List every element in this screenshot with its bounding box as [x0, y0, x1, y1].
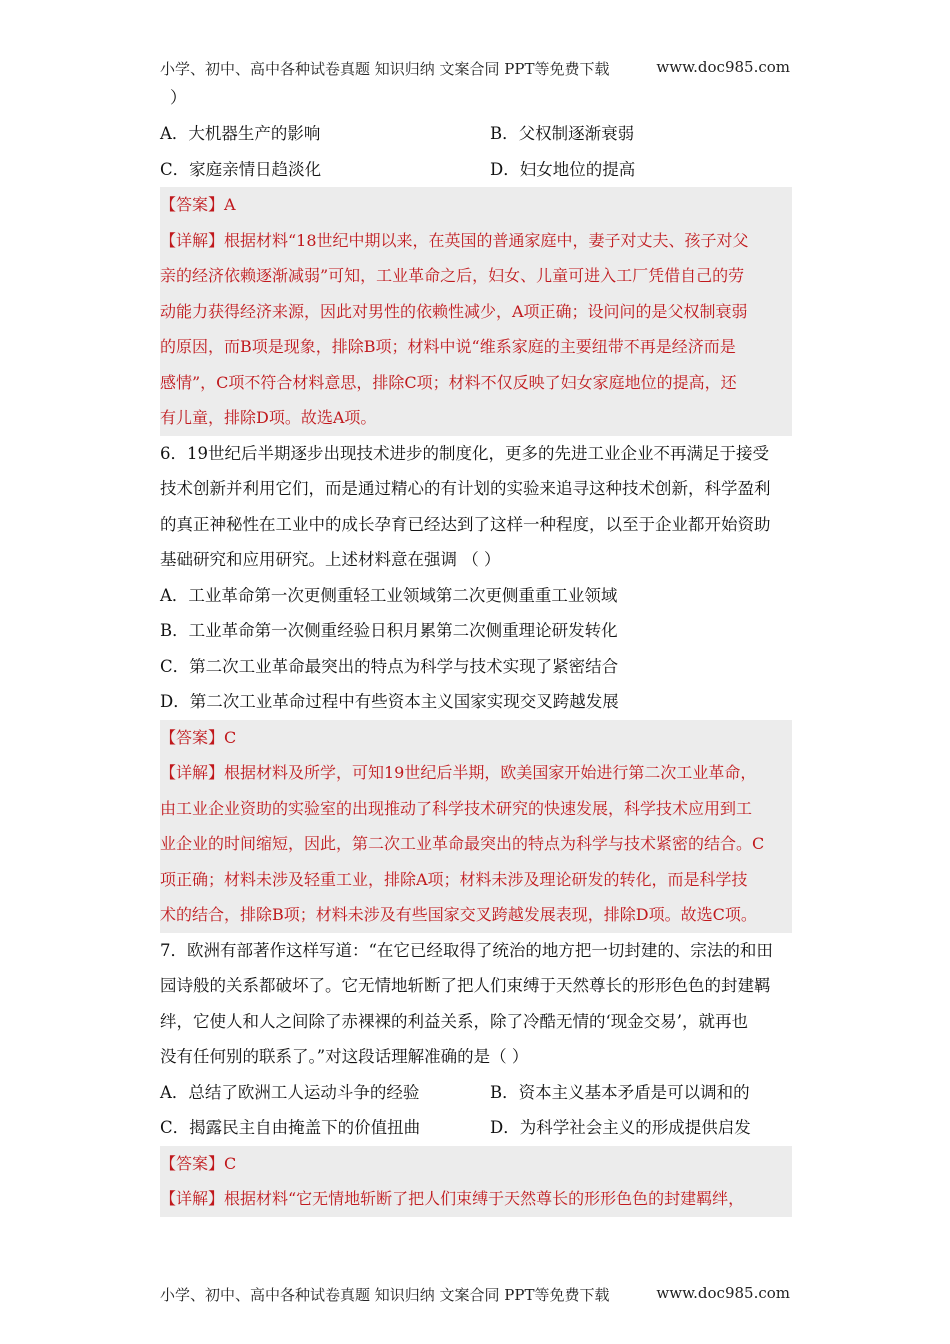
q5-options-row-1 — [160, 116, 792, 152]
q6-detail-line: 【详解】根据材料及所学，可知19世纪后半期，欧美国家开始进行第二次工业革命， — [160, 763, 757, 782]
q5-detail-line: 的原因，而B项是现象，排除B项；材料中说“维系家庭的主要纽带不再是经济而是 — [160, 337, 736, 356]
q5-answer: 【答案】A — [160, 195, 236, 214]
footer-url: www.doc985.com — [656, 1284, 790, 1302]
q6-option-c: C．第二次工业革命最突出的特点为科学与技术实现了紧密结合 — [160, 656, 619, 676]
q7-option-b: B．资本主义基本矛盾是可以调和的 — [490, 1082, 750, 1102]
q6-stem-line: 基础研究和应用研究。上述材料意在强调 （ ） — [160, 550, 501, 569]
page-footer — [160, 1284, 790, 1305]
q6-stem-line: 6．19世纪后半期逐步出现技术进步的制度化，更多的先进工业企业不再满足于接受 — [160, 443, 769, 463]
q7-stem-line: 7．欧洲有部著作这样写道：“在它已经取得了统治的地方把一切封建的、宗法的和田 — [160, 940, 773, 960]
q7-stem-line: 没有任何别的联系了。”对这段话理解准确的是（ ） — [160, 1047, 529, 1066]
q6-option-b: B．工业革命第一次侧重经验日积月累第二次侧重理论研发转化 — [160, 621, 618, 640]
q5-option-a: A．大机器生产的影响 — [160, 124, 321, 143]
q5-detail-line: 亲的经济依赖逐渐减弱”可知，工业革命之后，妇女、儿童可进入工厂凭借自己的劳 — [160, 266, 745, 285]
q6-answer: 【答案】C — [160, 727, 237, 747]
q6-detail-line: 术的结合，排除B项；材料未涉及有些国家交叉跨越发展表现，排除D项。故选C项。 — [160, 905, 757, 924]
q5-detail-line: 有儿童，排除D项。故选A项。 — [160, 408, 377, 427]
q6-detail-line: 项正确；材料未涉及轻重工业，排除A项；材料未涉及理论研发的转化，而是科学技 — [160, 869, 748, 889]
q5-detail-line: 感情”，C项不符合材料意思，排除C项；材料不仅反映了妇女家庭地位的提高，还 — [160, 372, 737, 392]
q5-detail-line: 动能力获得经济来源，因此对男性的依赖性减少，A项正确；设问问的是父权制衰弱 — [160, 301, 748, 321]
q7-answer-block — [160, 1146, 792, 1217]
q7-option-c: C．揭露民主自由掩盖下的价值扭曲 — [160, 1118, 421, 1137]
q5-option-d: D．妇女地位的提高 — [490, 159, 636, 179]
q6-detail-line: 业企业的时间缩短，因此，第二次工业革命最突出的特点为科学与技术紧密的结合。C — [160, 834, 765, 853]
q6-stem-line: 技术创新并利用它们，而是通过精心的有计划的实验来追寻这种技术创新，科学盈利 — [160, 479, 771, 498]
q5-option-c: C．家庭亲情日趋淡化 — [160, 159, 322, 179]
q7-option-a: A．总结了欧洲工人运动斗争的经验 — [160, 1082, 420, 1102]
q7-stem-line: 绊，它使人和人之间除了赤裸裸的利益关系，除了冷酷无情的‘现金交易’，就再也 — [160, 1011, 748, 1031]
q6-option-d: D．第二次工业革命过程中有些资本主义国家实现交叉跨越发展 — [160, 692, 619, 711]
q7-detail-line: 【详解】根据材料“它无情地斩断了把人们束缚于天然尊长的形形色色的封建羁绊， — [160, 1189, 745, 1208]
q6-option-a: A．工业革命第一次更侧重轻工业领域第二次更侧重重工业领域 — [160, 585, 618, 605]
q5-answer-block — [160, 187, 792, 436]
page-header — [160, 58, 790, 79]
q7-options-row-1 — [160, 1075, 792, 1111]
page-content — [160, 88, 792, 1217]
q7-option-d: D．为科学社会主义的形成提供启发 — [490, 1118, 751, 1137]
q7-options-row-2 — [160, 1110, 792, 1146]
q7-stem-line: 园诗般的关系都破坏了。它无情地斩断了把人们束缚于天然尊长的形形色色的封建羁 — [160, 976, 771, 995]
q5-option-b: B．父权制逐渐衰弱 — [490, 124, 635, 143]
q6-answer-block — [160, 720, 792, 933]
q5-options-row-2 — [160, 152, 792, 188]
footer-left-text: 小学、初中、高中各种试卷真题 知识归纳 文案合同 PPT等免费下载 — [160, 1286, 610, 1304]
q6-detail-line: 由工业企业资助的实验室的出现推动了科学技术研究的快速发展，科学技术应用到工 — [160, 798, 753, 818]
header-left-text: 小学、初中、高中各种试卷真题 知识归纳 文案合同 PPT等免费下载 — [160, 60, 610, 78]
q5-detail-line: 【详解】根据材料“18世纪中期以来，在英国的普通家庭中，妻子对丈夫、孩子对父 — [160, 230, 749, 250]
q5-stem-tail: ） — [170, 88, 187, 107]
header-url: www.doc985.com — [656, 58, 790, 76]
q6-stem-line: 的真正神秘性在工业中的成长孕育已经达到了这样一种程度，以至于企业都开始资助 — [160, 514, 771, 534]
q7-answer: 【答案】C — [160, 1153, 237, 1173]
